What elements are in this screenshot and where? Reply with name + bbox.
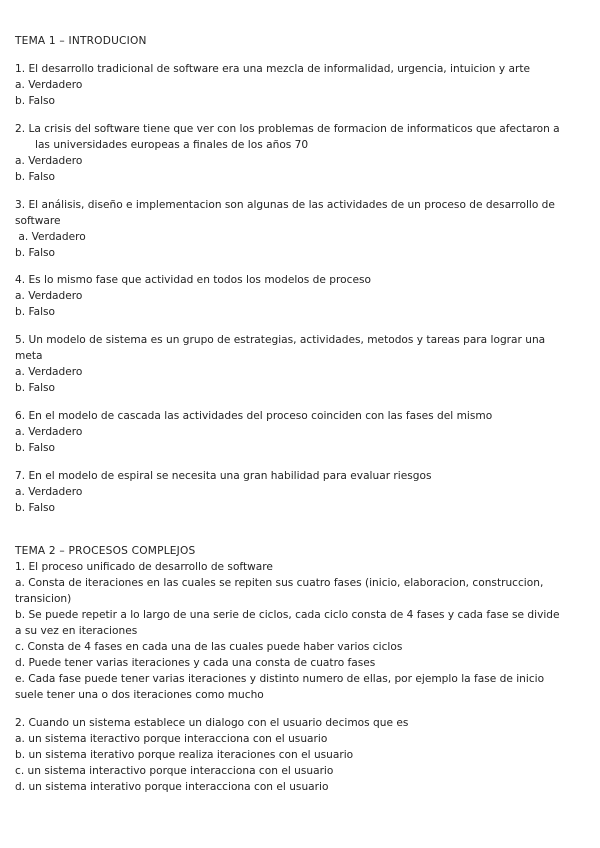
question-text-cont: las universidades europeas a finales de los años 70 <box>35 139 309 151</box>
tema1-question-6 <box>15 408 560 456</box>
option-b: b. Falso <box>15 171 56 183</box>
question-text: 1. El proceso unificado de desarrollo de software <box>15 561 273 573</box>
tema2-title: TEMA 2 – PROCESOS COMPLEJOS <box>15 545 196 557</box>
option-a: a. Verdadero <box>15 290 83 302</box>
option-c: c. un sistema interactivo porque interacciona con el usuario <box>15 765 334 777</box>
option-e-cont: suele tener una o dos iteraciones como mucho <box>15 689 264 701</box>
option-a: a. Verdadero <box>15 486 83 498</box>
option-a: a. Verdadero <box>15 426 83 438</box>
option-b: b. Se puede repetir a lo largo de una serie de ciclos, cada ciclo consta de 4 fases y cada fase se divide <box>15 609 560 621</box>
question-text: 1. El desarrollo tradicional de software era una mezcla de informalidad, urgencia, intuicion y arte <box>15 63 531 75</box>
option-c: c. Consta de 4 fases en cada una de las cuales puede haber varios ciclos <box>15 641 403 653</box>
tema2-question-2 <box>15 715 560 795</box>
option-a: a. Verdadero <box>15 79 83 91</box>
option-b: b. Falso <box>15 306 56 318</box>
question-text: 4. Es lo mismo fase que actividad en todos los modelos de proceso <box>15 274 371 286</box>
option-a: a. Verdadero <box>15 155 83 167</box>
question-text: 2. La crisis del software tiene que ver con los problemas de formacion de informaticos que afectaron a <box>15 123 560 135</box>
option-b: b. Falso <box>15 382 56 394</box>
option-a: a. Verdadero <box>15 366 83 378</box>
option-a: a. Verdadero <box>15 231 86 243</box>
question-text: 3. El análisis, diseño e implementacion son algunas de las actividades de un proceso de desarrollo de <box>15 199 555 211</box>
option-a: a. Consta de iteraciones en las cuales se repiten sus cuatro fases (inicio, elaboracion, construccion, <box>15 577 544 589</box>
option-e: e. Cada fase puede tener varias iteraciones y distinto numero de ellas, por ejemplo la fase de inicio <box>15 673 545 685</box>
option-d: d. un sistema interativo porque interacciona con el usuario <box>15 781 329 793</box>
option-d: d. Puede tener varias iteraciones y cada una consta de cuatro fases <box>15 657 376 669</box>
tema1-question-4 <box>15 272 560 320</box>
option-b: b. Falso <box>15 442 56 454</box>
tema1-section <box>15 33 560 49</box>
option-a: a. un sistema iteractivo porque interacciona con el usuario <box>15 733 328 745</box>
question-text: 2. Cuando un sistema establece un dialogo con el usuario decimos que es <box>15 717 409 729</box>
tema1-title: TEMA 1 – INTRODUCION <box>15 35 147 47</box>
question-text: 7. En el modelo de espiral se necesita una gran habilidad para evaluar riesgos <box>15 470 432 482</box>
question-text: 6. En el modelo de cascada las actividades del proceso coinciden con las fases del mismo <box>15 410 493 422</box>
option-b-cont: a su vez en iteraciones <box>15 625 138 637</box>
tema2-section <box>15 543 560 703</box>
tema1-question-3 <box>15 197 560 261</box>
tema1-question-7 <box>15 468 560 516</box>
tema1-question-1 <box>15 61 560 109</box>
option-b: b. un sistema iterativo porque realiza iteraciones con el usuario <box>15 749 354 761</box>
tema1-question-5 <box>15 332 560 396</box>
option-a-cont: transicion) <box>15 593 72 605</box>
tema1-question-2 <box>15 121 560 185</box>
question-text-cont: software <box>15 215 61 227</box>
question-text: 5. Un modelo de sistema es un grupo de estrategias, actividades, metodos y tareas para lograr una <box>15 334 546 346</box>
option-b: b. Falso <box>15 95 56 107</box>
question-text-cont: meta <box>15 350 43 362</box>
option-b: b. Falso <box>15 502 56 514</box>
option-b: b. Falso <box>15 247 56 259</box>
